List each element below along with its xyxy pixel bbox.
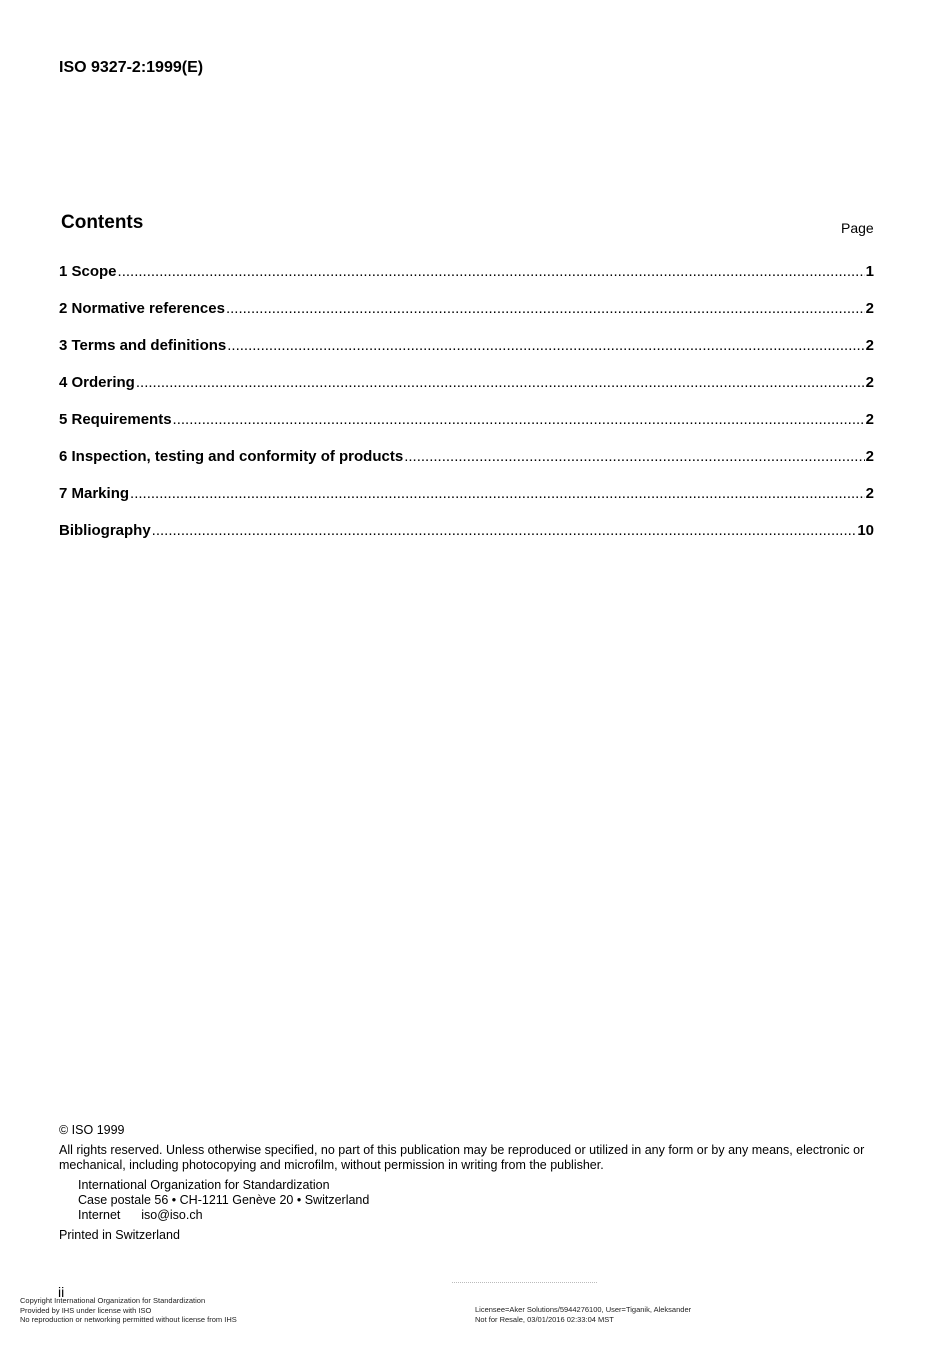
toc-entry-label: 2 Normative references — [59, 300, 225, 317]
license-line: Copyright International Organization for Standardization — [20, 1296, 206, 1305]
toc-entry-label: 1 Scope — [59, 263, 117, 280]
dot-leader — [118, 263, 865, 280]
dot-leader — [152, 522, 857, 539]
dot-leader — [173, 411, 865, 428]
toc-entry-label: Bibliography — [59, 522, 151, 539]
toc-entry-scope[interactable] — [59, 263, 874, 300]
scan-artifact — [452, 1282, 597, 1283]
license-line: Provided by IHS under license with ISO — [20, 1305, 152, 1315]
page-number: ii — [58, 1284, 65, 1300]
toc-entry-requirements[interactable] — [59, 411, 874, 448]
toc-entry-inspection[interactable] — [59, 448, 874, 485]
printed-in: Printed in Switzerland — [59, 1228, 180, 1242]
toc-entry-bibliography[interactable] — [59, 522, 874, 559]
page-column-label: Page — [841, 220, 874, 236]
toc-entry-page: 2 — [865, 485, 874, 502]
dot-leader — [136, 374, 865, 391]
toc-entry-label: 5 Requirements — [59, 411, 172, 428]
table-of-contents — [59, 263, 874, 559]
toc-entry-marking[interactable] — [59, 485, 874, 522]
document-id: ISO 9327-2:1999(E) — [59, 59, 204, 76]
dot-leader — [130, 485, 865, 502]
toc-entry-page: 2 — [865, 411, 874, 428]
toc-entry-normative-references[interactable] — [59, 300, 874, 337]
licensee-line: Licensee=Aker Solutions/5944276100, User=Tiganik, Aleksander — [475, 1305, 692, 1314]
address-line: Internet iso@iso.ch — [78, 1208, 203, 1222]
copyright-line: © ISO 1999 — [59, 1123, 125, 1137]
license-notice-right — [475, 1305, 691, 1324]
toc-entry-page: 2 — [865, 448, 874, 465]
license-notice-left — [20, 1296, 237, 1325]
resale-line: Not for Resale, 03/01/2016 02:33:04 MST — [475, 1314, 614, 1324]
dot-leader — [227, 337, 864, 354]
toc-entry-label: 7 Marking — [59, 485, 130, 502]
toc-entry-label: 6 Inspection, testing and conformity of products — [59, 448, 404, 465]
toc-entry-page: 10 — [857, 522, 874, 539]
toc-entry-page: 2 — [865, 300, 874, 317]
address-line: International Organization for Standardization — [78, 1178, 330, 1192]
toc-entry-terms[interactable] — [59, 337, 874, 374]
toc-entry-page: 2 — [865, 337, 874, 354]
iso-address — [78, 1178, 369, 1223]
toc-entry-page: 2 — [865, 374, 874, 391]
toc-entry-page: 1 — [865, 263, 874, 280]
address-line: Case postale 56 • CH-1211 Genève 20 • Switzerland — [78, 1193, 370, 1207]
toc-entry-label: 3 Terms and definitions — [59, 337, 227, 354]
contents-title: Contents — [61, 212, 144, 233]
rights-statement: All rights reserved. Unless otherwise specified, no part of this publication may be reproduced or utilized in any form or by any means, electronic or mechanical, including photocopying and microfilm, without permission in writing from the publisher. — [59, 1143, 865, 1172]
dot-leader — [404, 448, 864, 465]
toc-entry-label: 4 Ordering — [59, 374, 135, 391]
toc-entry-ordering[interactable] — [59, 374, 874, 411]
dot-leader — [226, 300, 865, 317]
license-line: No reproduction or networking permitted without license from IHS — [20, 1315, 237, 1324]
